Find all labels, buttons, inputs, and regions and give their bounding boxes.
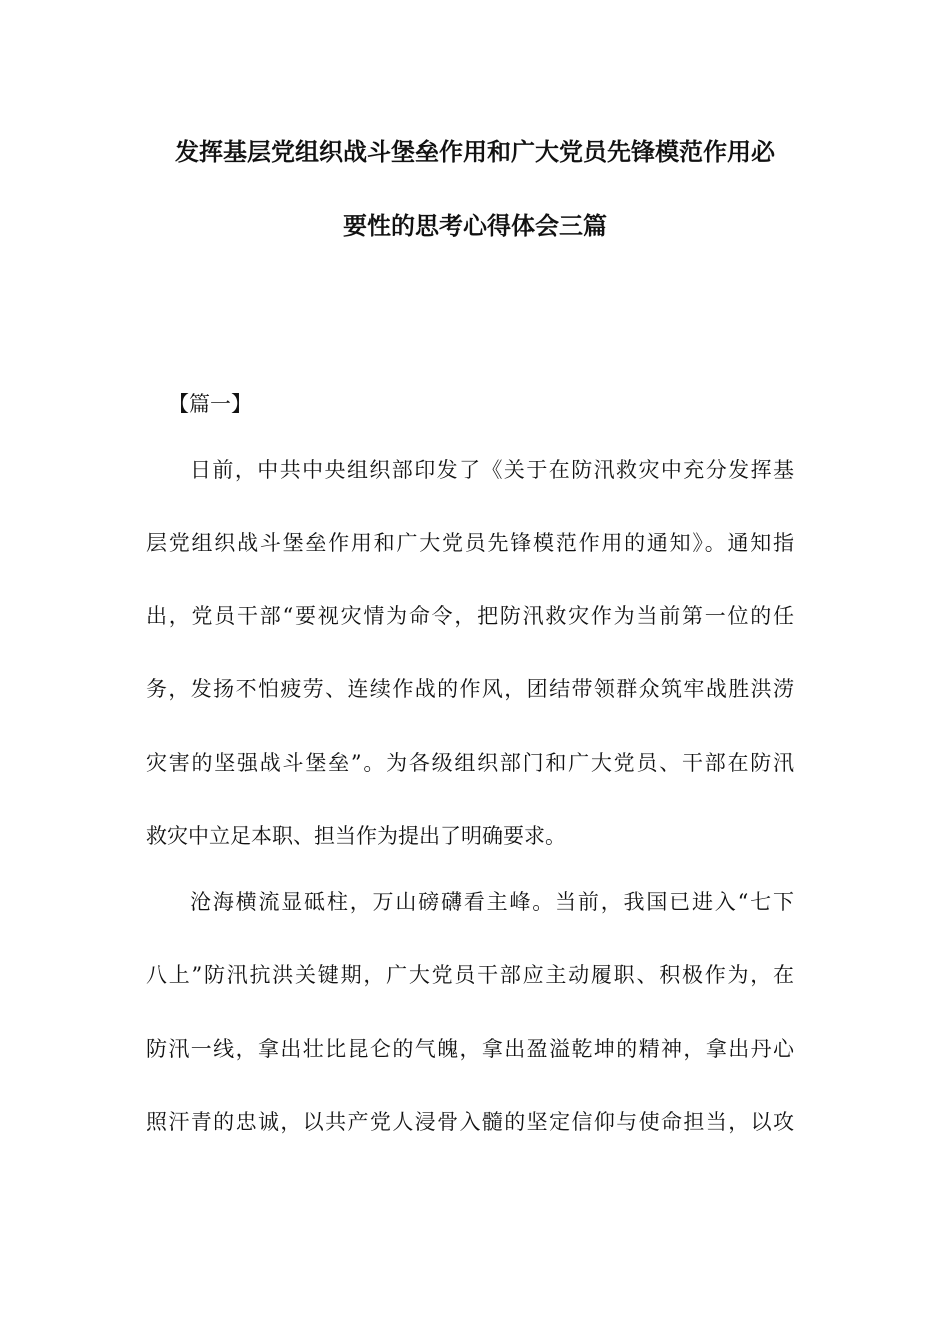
paragraph-line: 照汗青的忠诚，以共产党人浸骨入髓的坚定信仰与使命担当，以攻 — [146, 1110, 794, 1134]
paragraph-line: 八上”防汛抗洪关键期，广大党员干部应主动履职、积极作为，在 — [146, 963, 794, 987]
document-title-line-1: 发挥基层党组织战斗堡垒作用和广大党员先锋模范作用必 — [175, 138, 775, 166]
paragraph-line: 灾害的坚强战斗堡垒”。为各级组织部门和广大党员、干部在防汛 — [146, 751, 794, 775]
section-label: 【篇一】 — [168, 392, 252, 416]
paragraph-line: 出，党员干部“要视灾情为命令，把防汛救灾作为当前第一位的任 — [146, 604, 794, 628]
paragraph-line: 救灾中立足本职、担当作为提出了明确要求。 — [146, 824, 566, 848]
paragraph-line: 层党组织战斗堡垒作用和广大党员先锋模范作用的通知》。通知指 — [146, 531, 794, 555]
paragraph-line: 防汛一线，拿出壮比昆仑的气魄，拿出盈溢乾坤的精神，拿出丹心 — [146, 1037, 794, 1061]
paragraph-line: 沧海横流显砥柱，万山磅礴看主峰。当前，我国已进入“七下 — [190, 890, 794, 914]
paragraph-line: 务，发扬不怕疲劳、连续作战的作风，团结带领群众筑牢战胜洪涝 — [146, 677, 794, 701]
document-title-line-2: 要性的思考心得体会三篇 — [343, 212, 607, 240]
paragraph-line: 日前，中共中央组织部印发了《关于在防汛救灾中充分发挥基 — [190, 458, 794, 482]
